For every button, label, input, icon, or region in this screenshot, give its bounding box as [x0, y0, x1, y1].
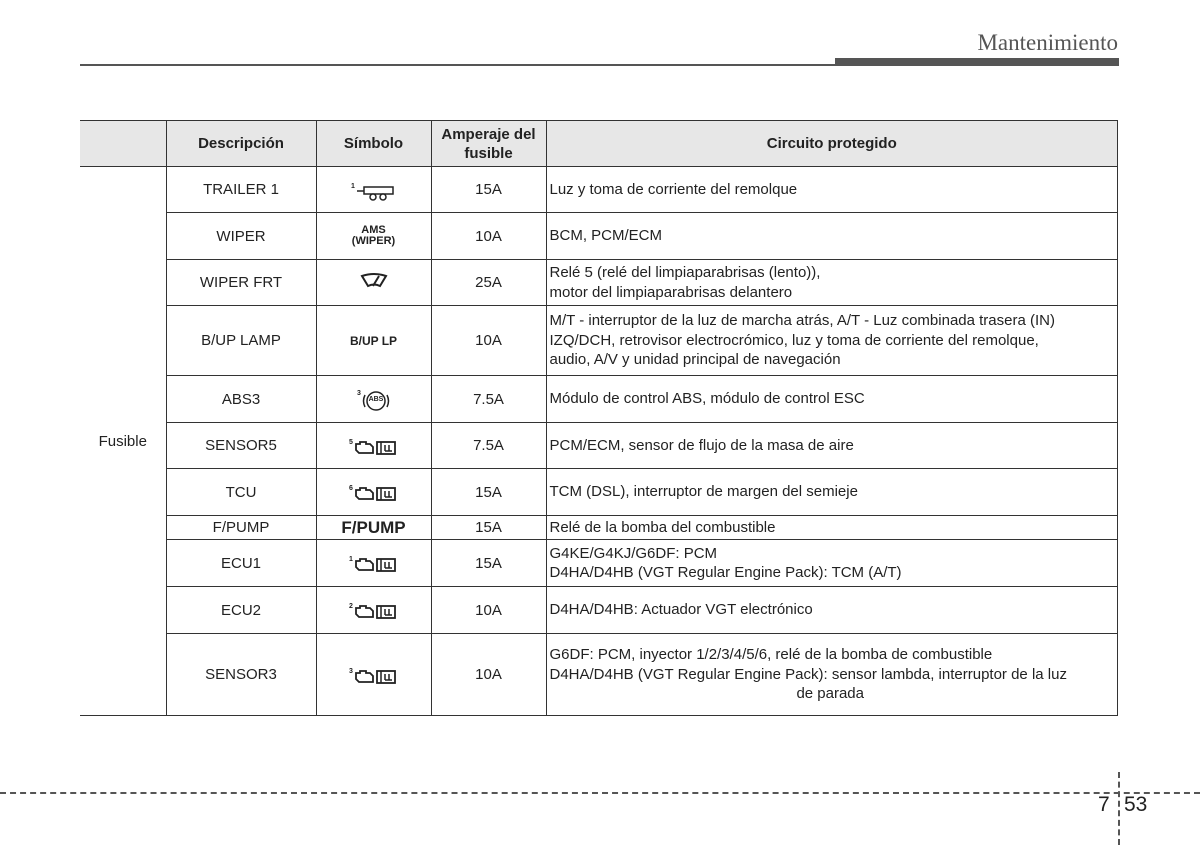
symbol-cell [316, 634, 431, 716]
table-row [80, 587, 1118, 634]
page-number: 53 [1124, 793, 1148, 816]
symbol-text: AMS [361, 224, 386, 236]
symbol-cell [316, 260, 431, 306]
amperage-cell: 7.5A [431, 423, 546, 469]
circuit-line: de parada [796, 685, 864, 703]
amperage-cell: 10A [431, 306, 546, 376]
fuse-table [80, 120, 1118, 716]
circuit-cell [546, 587, 1118, 634]
circuit-line: Relé 5 (relé del limpiaparabrisas (lento)), [549, 264, 821, 281]
circuit-line: D4HA/D4HB: Actuador VGT electrónico [549, 601, 813, 619]
symbol-superscript: 3 [357, 390, 361, 397]
description-cell: B/UP LAMP [166, 306, 316, 376]
amperage-cell: 15A [431, 167, 546, 213]
symbol-text: (WIPER) [351, 235, 396, 247]
circuit-line: M/T - interruptor de la luz de marcha atrás, A/T - Luz combinada trasera (IN) [549, 312, 1055, 330]
description-cell: ECU2 [166, 587, 316, 634]
circuit-line: D4HA/D4HB (VGT Regular Engine Pack): sensor lambda, interruptor de la luz [549, 665, 1067, 683]
amperage-cell: 25A [431, 260, 546, 306]
engine-icon [354, 556, 398, 578]
circuit-cell [546, 469, 1118, 516]
engine-icon [354, 439, 398, 461]
symbol-superscript: 1 [349, 556, 353, 563]
table-row [80, 423, 1118, 469]
table-row [80, 213, 1118, 260]
circuit-line: motor del limpiaparabrisas delantero [549, 283, 793, 301]
wiper-icon [360, 272, 388, 294]
description-cell: WIPER [166, 213, 316, 260]
table-row [80, 306, 1118, 376]
amperage-cell: 10A [431, 634, 546, 716]
circuit-line: Luz y toma de corriente del remolque [549, 180, 798, 198]
header-simbolo: Símbolo [316, 121, 431, 167]
header-rule-accent [835, 58, 1119, 66]
description-cell: TCU [166, 469, 316, 516]
amperage-cell: 7.5A [431, 376, 546, 423]
description-cell: WIPER FRT [166, 260, 316, 306]
table-row [80, 540, 1118, 587]
circuit-line: Relé de la bomba del combustible [549, 518, 776, 536]
circuit-cell [546, 516, 1118, 540]
header-rule [80, 64, 835, 66]
symbol-cell [316, 469, 431, 516]
symbol-superscript: 3 [349, 667, 353, 675]
symbol-cell [316, 540, 431, 587]
description-cell: SENSOR3 [166, 634, 316, 716]
circuit-cell [546, 423, 1118, 469]
description-cell: F/PUMP [166, 516, 316, 540]
table-row [80, 469, 1118, 516]
header-circuito: Circuito protegido [546, 121, 1118, 167]
trailer-icon [356, 183, 396, 205]
symbol-cell [316, 423, 431, 469]
circuit-line: BCM, PCM/ECM [549, 227, 662, 245]
circuit-line: IZQ/DCH, retrovisor electrocrómico, luz y toma de corriente del remolque, [549, 331, 1039, 349]
symbol-cell [316, 213, 431, 260]
circuit-cell [546, 306, 1118, 376]
table-row [80, 516, 1118, 540]
circuit-cell [546, 167, 1118, 213]
symbol-text: F/PUMP [341, 517, 406, 537]
amperage-cell: 15A [431, 516, 546, 540]
circuit-line: G6DF: PCM, inyector 1/2/3/4/5/6, relé de la bomba de combustible [549, 646, 993, 664]
page-header-title: Mantenimiento [977, 30, 1118, 55]
symbol-superscript: 5 [349, 438, 353, 446]
circuit-line: audio, A/V y unidad principal de navegación [549, 351, 841, 369]
description-cell: TRAILER 1 [166, 167, 316, 213]
symbol-text: B/UP LP [349, 333, 398, 348]
table-header-row [80, 121, 1118, 167]
symbol-cell [316, 587, 431, 634]
circuit-line: G4KE/G4KJ/G6DF: PCM [549, 544, 718, 562]
amperage-cell: 15A [431, 469, 546, 516]
circuit-cell [546, 540, 1118, 587]
description-cell: ECU1 [166, 540, 316, 587]
abs-icon-label: ABS [368, 396, 384, 403]
amperage-cell: 15A [431, 540, 546, 587]
table-row [80, 376, 1118, 423]
circuit-cell [546, 213, 1118, 260]
symbol-superscript: 2 [349, 603, 353, 610]
category-cell: Fusible [80, 167, 166, 716]
symbol-cell [316, 306, 431, 376]
footer-dashed-rule [0, 792, 1200, 794]
symbol-superscript: 1 [351, 182, 355, 190]
circuit-line: PCM/ECM, sensor de flujo de la masa de aire [549, 436, 854, 454]
symbol-cell [316, 167, 431, 213]
header-amperaje: Amperaje del fusible [431, 121, 546, 167]
header-descripcion: Descripción [166, 121, 316, 167]
circuit-line: D4HA/D4HB (VGT Regular Engine Pack): TCM (A/T) [549, 564, 902, 581]
circuit-cell [546, 376, 1118, 423]
description-cell: SENSOR5 [166, 423, 316, 469]
engine-icon [354, 603, 398, 625]
circuit-cell [546, 634, 1118, 716]
table-row [80, 634, 1118, 716]
engine-icon [354, 668, 398, 690]
amperage-cell: 10A [431, 213, 546, 260]
symbol-cell [316, 376, 431, 423]
header-empty-cell [80, 121, 166, 167]
footer-dashed-divider [1118, 772, 1120, 845]
table-row [80, 260, 1118, 306]
table-row [80, 167, 1118, 213]
amperage-cell: 10A [431, 587, 546, 634]
section-number: 7 [1098, 793, 1110, 816]
symbol-cell [316, 516, 431, 540]
description-cell: ABS3 [166, 376, 316, 423]
engine-icon [354, 485, 398, 507]
circuit-line: TCM (DSL), interruptor de margen del semieje [549, 483, 858, 501]
abs-icon [362, 390, 390, 416]
symbol-superscript: 6 [349, 485, 353, 492]
circuit-cell [546, 260, 1118, 306]
circuit-line: Módulo de control ABS, módulo de control ESC [549, 390, 865, 408]
